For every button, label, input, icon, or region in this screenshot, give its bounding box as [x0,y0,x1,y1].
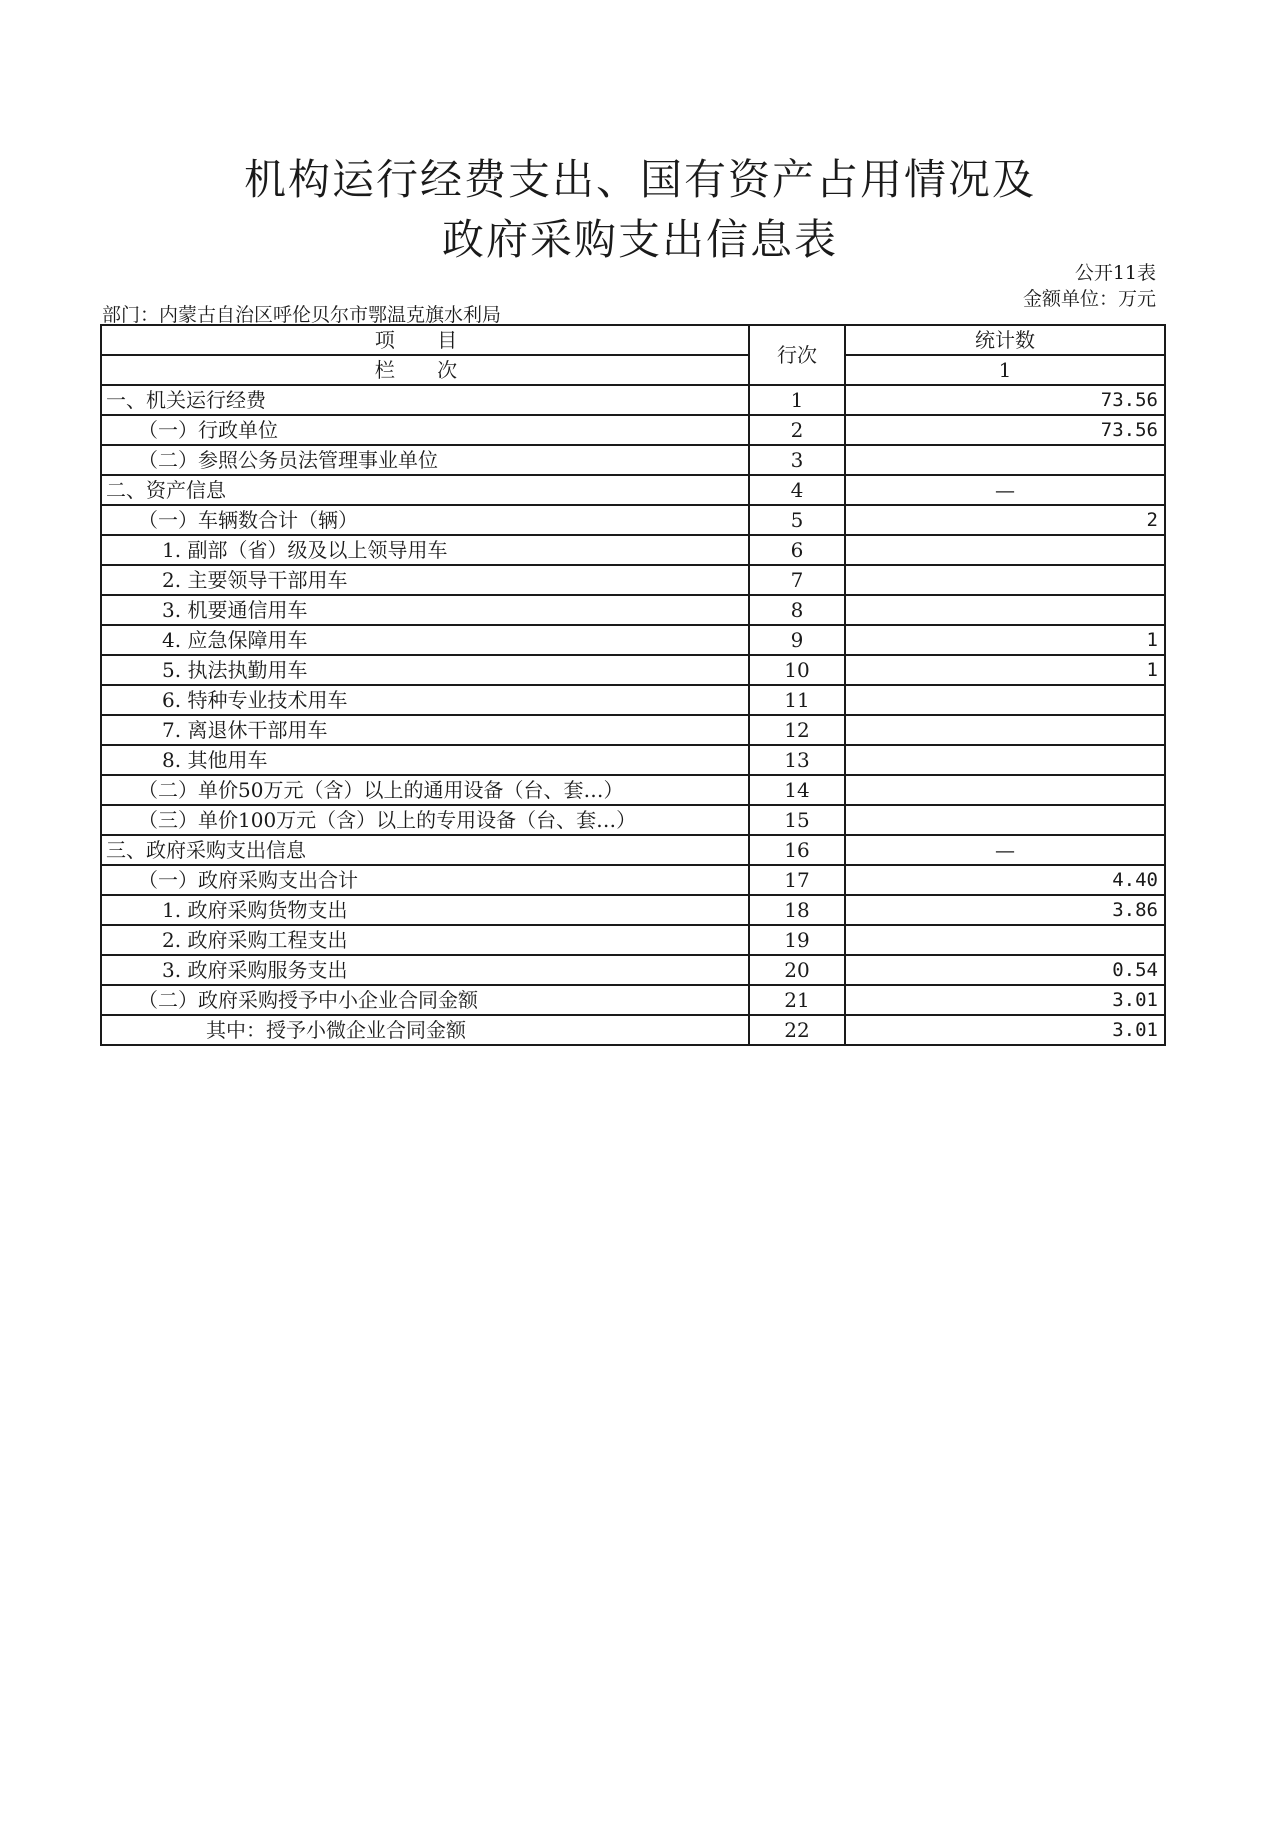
row-item-label: 3. 机要通信用车 [101,595,749,625]
department-label: 部门：内蒙古自治区呼伦贝尔市鄂温克旗水利局 [102,304,502,326]
row-value [845,445,1165,475]
row-value [845,805,1165,835]
table-row [101,475,1165,505]
row-value: — [845,475,1165,505]
table-row [101,775,1165,805]
row-number: 3 [749,445,845,475]
row-value [845,775,1165,805]
row-item-label: （一）行政单位 [101,415,749,445]
row-number: 11 [749,685,845,715]
row-number: 17 [749,865,845,895]
table-row [101,835,1165,865]
table-row [101,805,1165,835]
row-number: 4 [749,475,845,505]
row-value [845,685,1165,715]
row-item-label: （二）政府采购授予中小企业合同金额 [101,985,749,1015]
row-value: 0.54 [845,955,1165,985]
row-item-label: （二）参照公务员法管理事业单位 [101,445,749,475]
row-value [845,535,1165,565]
row-item-label: （三）单价100万元（含）以上的专用设备（台、套…） [101,805,749,835]
table-row [101,985,1165,1015]
row-item-label: （二）单价50万元（含）以上的通用设备（台、套…） [101,775,749,805]
row-number: 5 [749,505,845,535]
row-item-label: 其中：授予小微企业合同金额 [101,1015,749,1045]
document-title-line1: 机构运行经费支出、国有资产占用情况及 [243,155,1036,204]
table-row [101,745,1165,775]
expense-info-table [100,324,1166,1046]
row-item-label: 一、机关运行经费 [101,385,749,415]
row-value: 73.56 [845,385,1165,415]
header-stat: 统计数 [845,325,1165,355]
row-number: 10 [749,655,845,685]
column-no: 1 [845,355,1165,385]
row-item-label: 2. 政府采购工程支出 [101,925,749,955]
row-value [845,745,1165,775]
table-row [101,1015,1165,1045]
row-item-label: 5. 执法执勤用车 [101,655,749,685]
table-row [101,895,1165,925]
row-value: 2 [845,505,1165,535]
row-number: 18 [749,895,845,925]
table-row [101,505,1165,535]
row-item-label: 三、政府采购支出信息 [101,835,749,865]
row-value [845,715,1165,745]
row-value: 3.01 [845,1015,1165,1045]
row-number: 7 [749,565,845,595]
row-number: 13 [749,745,845,775]
table-row [101,535,1165,565]
row-item-label: （一）政府采购支出合计 [101,865,749,895]
table-row [101,865,1165,895]
table-row [101,565,1165,595]
row-value: — [845,835,1165,865]
header-row [101,325,1165,355]
row-value [845,925,1165,955]
row-item-label: 8. 其他用车 [101,745,749,775]
row-value: 1 [845,655,1165,685]
row-number: 8 [749,595,845,625]
column-label: 栏 次 [101,355,749,385]
row-number: 14 [749,775,845,805]
row-item-label: 4. 应急保障用车 [101,625,749,655]
row-value: 1 [845,625,1165,655]
row-number: 22 [749,1015,845,1045]
table-row [101,685,1165,715]
table-row [101,625,1165,655]
row-value: 3.01 [845,985,1165,1015]
row-item-label: 1. 副部（省）级及以上领导用车 [101,535,749,565]
header-item: 项 目 [101,325,749,355]
row-number: 6 [749,535,845,565]
row-value [845,595,1165,625]
row-item-label: （一）车辆数合计（辆） [101,505,749,535]
row-value: 73.56 [845,415,1165,445]
amount-unit: 金额单位：万元 [1022,288,1156,310]
row-number: 20 [749,955,845,985]
table-row [101,415,1165,445]
row-number: 15 [749,805,845,835]
row-number: 19 [749,925,845,955]
row-item-label: 6. 特种专业技术用车 [101,685,749,715]
row-number: 1 [749,385,845,415]
document-title-line2: 政府采购支出信息表 [441,215,838,264]
column-label-row [101,355,1165,385]
table-row [101,595,1165,625]
table-row [101,385,1165,415]
row-number: 12 [749,715,845,745]
header-row-no: 行次 [749,325,845,385]
row-number: 21 [749,985,845,1015]
row-item-label: 1. 政府采购货物支出 [101,895,749,925]
row-number: 16 [749,835,845,865]
table-row [101,925,1165,955]
table-row [101,445,1165,475]
table-row [101,655,1165,685]
table-code: 公开11表 [1074,262,1156,284]
row-number: 9 [749,625,845,655]
row-item-label: 3. 政府采购服务支出 [101,955,749,985]
row-value: 3.86 [845,895,1165,925]
row-item-label: 二、资产信息 [101,475,749,505]
table-row [101,715,1165,745]
row-value: 4.40 [845,865,1165,895]
row-item-label: 2. 主要领导干部用车 [101,565,749,595]
row-item-label: 7. 离退休干部用车 [101,715,749,745]
row-value [845,565,1165,595]
table-row [101,955,1165,985]
row-number: 2 [749,415,845,445]
